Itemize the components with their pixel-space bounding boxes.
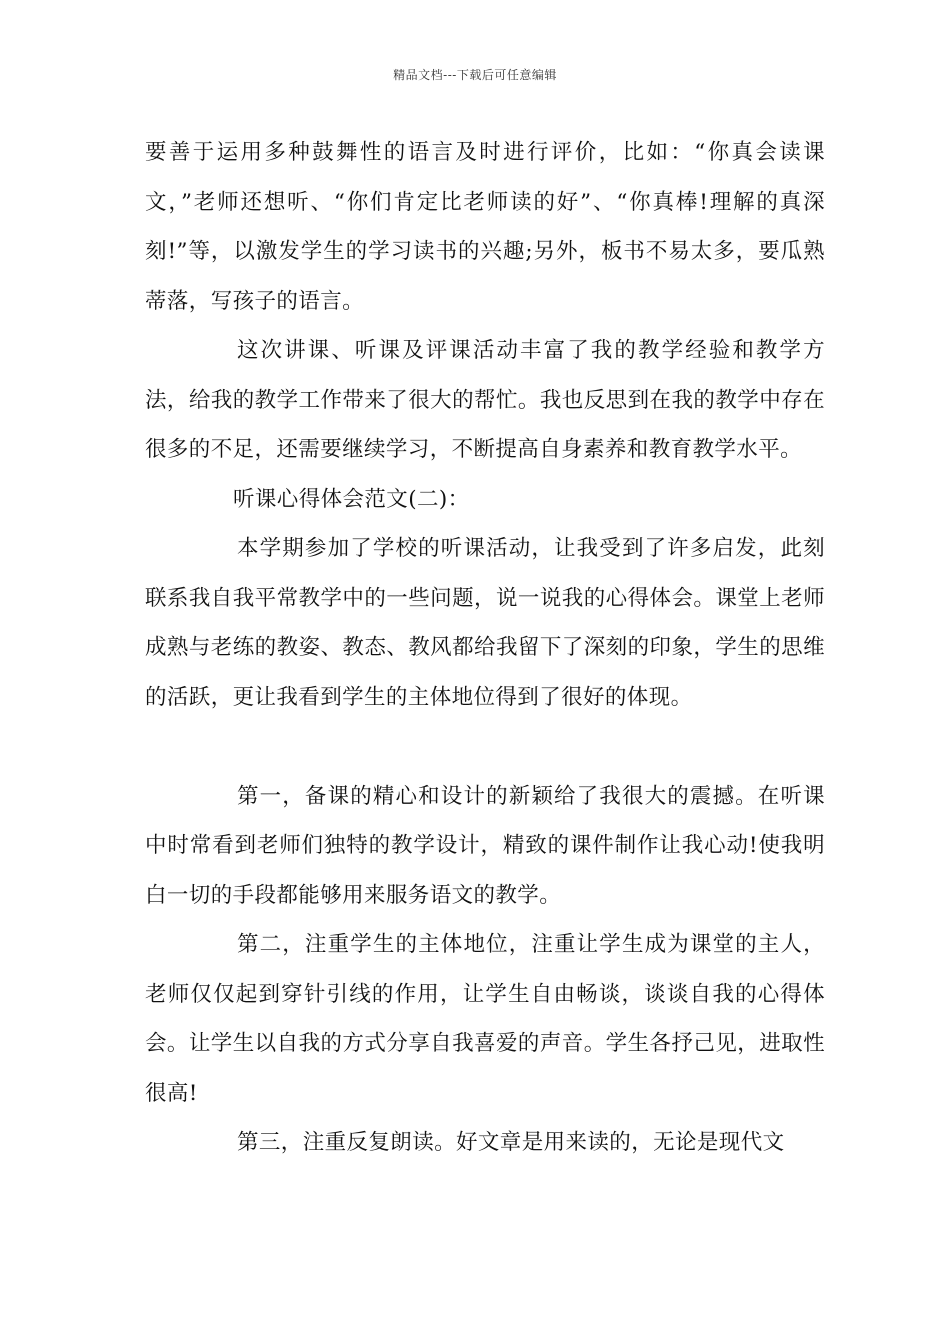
paragraph-point-three: 第三，注重反复朗读。好文章是用来读的，无论是现代文 (237, 1130, 785, 1155)
paragraph-semester-intro: 本学期参加了学校的听课活动，让我受到了许多启发，此刻联系我自我平常教学中的一些问题，说一说我的心得体会。课堂上老师成熟与老练的教姿、教态、教风都给我留下了深刻的印象，学生的思维的活跃，更让我看到学生的主体地位得到了很好的体现。 (145, 536, 825, 710)
paragraph-point-two: 第二，注重学生的主体地位，注重让学生成为课堂的主人，老师仅仅起到穿针引线的作用，让学生自由畅谈，谈谈自我的心得体会。让学生以自我的方式分享自我喜爱的声音。学生各抒己见，进取性很高! (145, 932, 825, 1106)
paragraph-point-one: 第一，备课的精心和设计的新颖给了我很大的震撼。在听课中时常看到老师们独特的教学设计，精致的课件制作让我心动!使我明白一切的手段都能够用来服务语文的教学。 (145, 783, 825, 908)
paragraph-evaluation-language: 要善于运用多种鼓舞性的语言及时进行评价，比如：“你真会读课文，”老师还想听、“你们肯定比老师读的好”、“你真棒!理解的真深刻!”等，以激发学生的学习读书的兴趣;另外，板书不易太多，要瓜熟蒂落，写孩子的语言。 (145, 140, 825, 314)
section-heading: 听课心得体会范文(二)： (233, 486, 470, 512)
page-header: 精品文档---下载后可任意编辑 (393, 68, 557, 82)
blank-line (145, 722, 825, 772)
paragraph-activity-reflection: 这次讲课、听课及评课活动丰富了我的教学经验和教学方法，给我的教学工作带来了很大的帮忙。我也反思到在我的教学中存在很多的不足，还需要继续学习，不断提高自身素养和教育教学水平。 (145, 338, 825, 462)
document-body (145, 128, 825, 1168)
